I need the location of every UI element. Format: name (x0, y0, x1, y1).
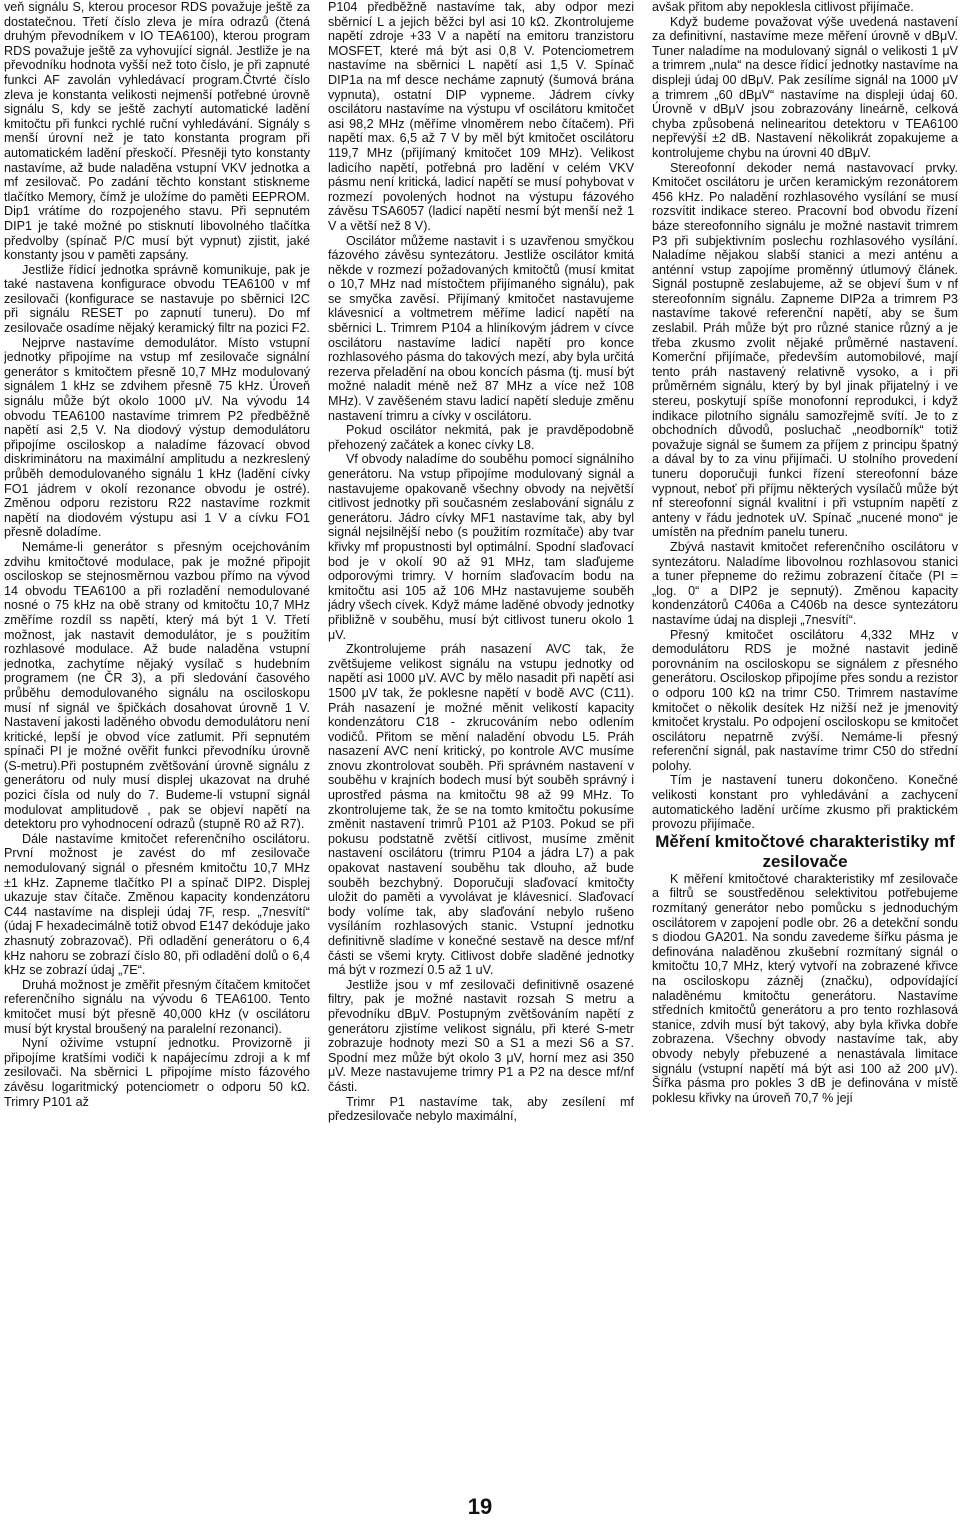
paragraph: avšak přitom aby nepoklesla citlivost přijímače. (652, 0, 914, 14)
paragraph: Zbývá nastavit kmitočet referenčního oscilátoru v syntezátoru. Naladíme libovolnou rozhlasovou stanici a tuner přepneme do režimu zobrazení čítače (PI = „log. 0“ a DIP2 je sepnutý). Změnou kapacity kondenzátorů C406a a C406b na desce syntezátoru nastavíme údaj na displeji „7nesvítí“. (652, 539, 958, 627)
paragraph: Přesný kmitočet oscilátoru 4,332 MHz v demodulátoru RDS je možné nastavit jedině porovnáním na osciloskopu se signálem z přesného generátoru. Osciloskop připojíme přes sondu a rezistor o odporu 100 kΩ na trimr C50. Trimrem nastavíme kmitočet o několik desítek Hz nižší než je jmenovitý kmitočet krystalu. Po odpojení osciloskopu se kmitočet oscilátoru nepatrně zvýší. Nemáme-li přesný referenční signál, pak nastavíme trimr C50 do střední polohy. (652, 627, 958, 773)
paragraph: Jestliže řídicí jednotka správně komunikuje, pak je také nastavena konfigurace obvodu TEA6100 v mf zesilovači (konfigurace se nastavuje po sběrnici I2C při signálu RESET po zapnutí tuneru). Do mf zesilovače osadíme nějaký keramický filtr na pozici F2. (4, 262, 310, 336)
paragraph: Nyní oživíme vstupní jednotku. Provizorně ji připojíme kratšími vodiči k napájecímu zdroji a k mf zesilovači. Na sběrnici L připojíme místo fázového závěsu logaritmický potenciometr o odporu 50 kΩ. Trimry P101 až (4, 1036, 310, 1109)
paragraph: Dále nastavíme kmitočet referenčního oscilátoru. První možnost je zavést do mf zesilovače nemodulovaný signál o přesném kmitočtu 10,7 MHz ±1 kHz. Zapneme tlačítko PI a spínač DIP2. Displej ukazuje stav čítače. Změnou kapacity kondenzátoru C44 nastavíme na displeji údaj 7F, resp. „7nesvítí“ (údaj F hexadecimálně totiž obvod E147 dekóduje jako zhasnutý zobrazovač). Při odladění generátoru o 6,4 kHz nahoru se zobrazí číslo 80, při odladění dolů o 6,4 kHz se zobrazí údaj „7E“. (4, 831, 310, 978)
paragraph: Nemáme-li generátor s přesným ocejchováním zdvihu kmitočtové modulace, pak je možné připojit osciloskop se stejnosměrnou vazbou přímo na vývod 14 obvodu TEA6100 a při rozladění nemodulované nosné o 75 kHz na obě strany od kmitočtu 10,7 MHz změříme rozdíl ss napětí, který má být 1 V. Třetí možnost, jak nastavit demodulátor, je s použitím rozhlasové modulace. Až bude naladěna vstupní jednotka, zachytíme nějaký vysílač s hudebním programem (ne ČR 3), a při sledování časového průběhu demodulovaného signálu na osciloskopu musí nf signál ve špičkách dosahovat úrovně 1 V. Nastavení jakosti laděného obvodu demodulátoru není kritické, lepší je obvod více zatlumit. Při sepnutém spínači PI je možné ověřit funkci převodníku úrovně (S-metru).Při postupném zvětšování úrovně signálu z generátoru od nuly musí displej ukazovat na druhé pozici čísla od nuly do 7. Budeme-li vstupní signál modulovat amplitudově , pak se objeví napětí na detektoru pro vyhodnocení odrazů (stupně R0 až R7). (4, 539, 310, 832)
text-column-1 (4, 0, 310, 1475)
paragraph: Oscilátor můžeme nastavit i s uzavřenou smyčkou fázového závěsu syntezátoru. Jestliže oscilátor kmitá někde v rozmezí požadovaných kmitočtů (musí kmitat o 10,7 MHz nad místočtem přijímaného signálu), pak se smyčka zavěsí. Přijímaný kmitočet nastavujeme klávesnicí a voltmetrem měříme ladicí napětí na sběrnici L. Trimrem P104 a hliníkovým jádrem v cívce oscilátoru nastavíme ladicí napětí pro konce rozhlasového pásma do takových mezí, aby byla určitá rezerva přeladění na obou koncích pásma (tj. musí být možné naladit méně než 87 MHz a více než 108 MHz). V zavěšeném stavu ladicí napětí sleduje změnu nastavení trimru a cívky v oscilátoru. (328, 233, 634, 423)
paragraph: Jestliže jsou v mf zesilovači definitivně osazené filtry, pak je možné nastavit rozsah S metru a převodníku dBμV. Postupným zvětšováním napětí z generátoru zjistíme velikost signálu, při které S-metr zobrazuje hodnoty mezi S0 a S1 a mezi S6 a S7. Spodní mez může být okolo 3 μV, horní mez asi 350 μV. Meze nastavujeme trimry P1 a P2 na desce mf/nf části. (328, 977, 634, 1094)
paragraph: Trimr P1 nastavíme tak, aby zesílení mf předzesilovače nebylo maximální, (328, 1094, 634, 1124)
page-number: 19 (467, 1494, 493, 1519)
paragraph: K měření kmitočtové charakteristiky mf zesilovače a filtrů se soustředěnou selektivitou potřebujeme rozmítaný generátor nebo pomůcku s jednoduchým oscilátorem v zapojení podle obr. 26 a detekční sondu s diodou GA201. Na sondu zavedeme šířku pásma je definována naladěnou zkušební rozmítaný signál o kmitočtu 10,7 MHz, který vytvoří na zobrazené křivce na osciloskopu zázněj (značku), odpovídající naladěnému kmitočtu generátoru. Nastavíme středních kmitočtů generátoru a pro tento rozhlasová stanice, zdvih musí být takový, aby byla křivka dobře zobrazena. Všechny obvody nastavíme tak, aby obvody nebyly přebuzené a nenastávala limitace signálu (vstupní napětí má být asi 100 až 200 μV). Šířka pásma pro pokles 3 dB je definována v místě poklesu křivky na úroveň 70,7 % její (652, 871, 958, 1105)
paragraph: Tím je nastavení tuneru dokončeno. Konečné velikosti konstant pro vyhledávání a zachycení automatického ladění určíme zkusmo při praktickém provozu přijímače. (652, 773, 958, 832)
paragraph: Když budeme považovat výše uvedená nastavení za definitivní, nastavíme meze měření úrovně v dBμV. Tuner naladíme na modulovaný signál o velikosti 1 μV a trimrem „nula“ na desce řídicí jednotky nastavíme na displeji údaj 00 dBμV. Pak zesílíme signál na 1000 μV a trimrem „60 dBμV“ nastavíme na displeji údaj 60. Úrovně v dBμV jsou zobrazovány lineárně, celková chyba způsobená nelinearitou detektoru v TEA6100 nepřevýší ±2 dB. Nastavení několikrát zopakujeme a kontrolujeme chybu na úrovni 40 dBμV. (652, 14, 958, 160)
paragraph: Nejprve nastavíme demodulátor. Místo vstupní jednotky připojíme na vstup mf zesilovače signální generátor s kmitočtem přesně 10,7 MHz modulovaný signálem 1 kHz se zdvihem přesně 75 kHz. Úroveň signálu může být okolo 1000 μV. Na vývodu 14 obvodu TEA6100 nastavíme trimrem P2 předběžně napětí asi 2,5 V. Na diodový výstup demodulátoru připojíme osciloskop a naladíme fázovací obvod diskriminátoru na maximální amplitudu a nezkreslený průběh demodulovaného signálu 1 kHz (ladění cívky FO1 jádrem v okolí rezonance obvodu je ostré). Změnou odporu rezistoru R22 nastavíme rozkmit napětí na diodovém výstupu asi 1 V a cívku FO1 přesně doladíme. (4, 335, 310, 540)
section-heading: Měření kmitočtové charakteristiky mf zesilovače (655, 831, 955, 871)
paragraph: Vf obvody naladíme do souběhu pomocí signálního generátoru. Na vstup připojíme modulovaný signál a nastavujeme opakovaně všechny obvody na největší citlivost jednotky při současném zeslabování signálu z generátoru. Jádro cívky MF1 nastavíme tak, aby byl signál nejsilnější nebo (s použitím rozmítače) aby tvar křivky mf propustnosti byl optimální. Spodní slaďovací bod je v okolí 90 až 91 MHz, tam slaďujeme odporovými trimry. V horním slaďovacím bodu na kmitočtu asi 105 až 106 MHz nastavujeme souběh jádry všech cívek. Když máme laděné obvody jednotky přibližně v souběhu, musí být citlivost tuneru okolo 1 μV. (328, 452, 634, 642)
paragraph: P104 předběžně nastavíme tak, aby odpor mezi sběrnicí L a jejich běžci byl asi 10 kΩ. Zkontrolujeme napětí zdroje +33 V a napětí na emitoru tranzistoru MOSFET, které má být asi 0,8 V. Potenciometrem nastavíme na sběrnici L napětí asi 1,5 V. Spínač DIP1a na mf desce necháme zapnutý (šumová brána vypnuta), ostatní DIP vypneme. Jádrem cívky oscilátoru nastavíme na výstupu vf oscilátoru kmitočet asi 98,2 MHz (měříme vlnoměrem nebo čítačem). Při napětí max. 6,5 až 7 V by měl být kmitočet oscilátoru 119,7 MHz (přijímaný kmitočet 109 MHz). Velikost ladicího napětí, potřebná pro ladění v celém VKV pásmu není kritická, ladicí napětí se musí pohybovat v rozmezí povolených hodnot na výstupu fázového závěsu TSA6057 (ladicí napětí nesmí být menší než 1 V a větší než 8 V). (328, 0, 634, 233)
text-column-3 (652, 0, 958, 1475)
paragraph: Stereofonní dekoder nemá nastavovací prvky. Kmitočet oscilátoru je určen keramickým rezonátorem 456 kHz. Po naladění rozhlasového vysílání se musí rozsvítit indikace stereo. Pracovní bod obvodu řízení báze stereofonního signálu je možné nastavit trimrem P3 při subjektivním poslechu rozhlasového vysílání. Naladíme nějakou slabší stanici a mezi anténu a anténní vstup zapojíme proměnný útlumový článek. Signál postupně zeslabujeme, až se objeví šum v nf stereofonním signálu. Zapneme DIP2a a trimrem P3 nastavíme takové referenční napětí, aby se šum zeslabil. Práh může být pro různé stanice různý a je třeba zkusmo zvolit nějaké průměrné nastavení. Komerční přijímače, především automobilové, mají tento práh nastavený relativně vysoko, a i při průměrném signálu, který by byl jinak přijatelný i ve stereu, poskytují spíše monofonní reprodukci, i když indikace pilotního signálu samozřejmě svítí. Je to z obchodních důvodů, posluchač „neodborník“ totiž považuje signál se šumem za příjem z principu špatný a dával by to za vinu přijímači. U stolního provedení tuneru doporučuji funkci řízení stereofonní báze vypnout, neboť při příjmu některých vysílačů může být nf stereofonní signál kvalitní i při vstupním napětí z anteny v řádu jednotek uV. Spínač „nucené mono“ je umístěn na předním panelu tuneru. (652, 160, 958, 540)
paragraph: veň signálu S, kterou procesor RDS považuje ještě za dostatečnou. Třetí číslo zleva je míra odrazů (čtená druhým převodníkem v IO TEA6100), kterou program RDS považuje ještě za vyhovující signál. Jestliže je na převodníku hodnota vyšší než toto číslo, je při zapnuté funkci AF zavolán vyhledávací program.Čtvrté číslo zleva je konstanta velikosti nejmenší potřebné úrovně signálu S, kdy se ještě zachytí automatické ladění kmitočtu při funkci rychlé ruční vyhledávání. Signály s menší úrovní než je tato konstanta program při automatickém ladění přeskočí. Přesněji tyto konstanty nastavíme, až bude naladěna vstupní VKV jednotka a mf zesilovač. Po zadání těchto konstant stiskneme tlačítko Memory, čímž je uložíme do paměti EEPROM. Dip1 vrátíme do rozpojeného stavu. Při sepnutém DIP1 je také možné po stisknutí libovolného tlačítka předvolby (spínač P/C musí být vypnut) zjistit, jaké konstanty jsou v paměti zapsány. (4, 0, 310, 263)
paragraph: Druhá možnost je změřit přesným čítačem kmitočet referenčního signálu na vývodu 6 TEA6100. Tento kmitočet musí být přesně 40,000 kHz (v oscilátoru musí být krystal broušený na paralelní rezonanci). (4, 977, 310, 1036)
text-column-2 (328, 0, 634, 1475)
paragraph: Pokud oscilátor nekmitá, pak je pravděpodobně přehozený začátek a konec cívky L8. (328, 423, 634, 452)
paragraph: Zkontrolujeme práh nasazení AVC tak, že zvětšujeme velikost signálu na vstupu jednotky od napětí asi 1000 μV. AVC by mělo nasadit při napětí asi 1500 μV tak, že poklesne napětí v bodě AVC (C11). Práh nasazení je možné měnit velikostí kapacity kondenzátoru C18 - zkrucováním nebo odlením vodičů. Přitom se mění naladění obvodu L5. Práh nasazení AVC není kritický, po kontrole AVC musíme znovu zkontrolovat souběh. Při správném nastavení v souběhu v krajních bodech musí být souběh správný i uprostřed pásma na kmitočtu 98 až 99 MHz. To zkontrolujeme tak, že se na tomto kmitočtu pokusíme změnit nastavení trimrů P101 až P103. Pokud se při pokusu podstatně zvětší citlivost, musíme změnit nastavení oscilátoru (trimru P104 a jádra L7) a pak opakovat nastavení souběhu tak dlouho, až bude souběh bezchybný. Doporučuji slaďovací kmitočty uložit do paměti a vyvolávat je klávesnicí. Slaďovací body volíme tak, aby slaďování nebylo rušeno vysíláním rozhlasových stanic. Vstupní jednotku definitivně sladíme v konečné sestavě na desce mf/nf části se všemi kryty. Citlivost dobře sladěné jednotky má být v rozmezí 0.5 až 1 uV. (328, 642, 634, 978)
